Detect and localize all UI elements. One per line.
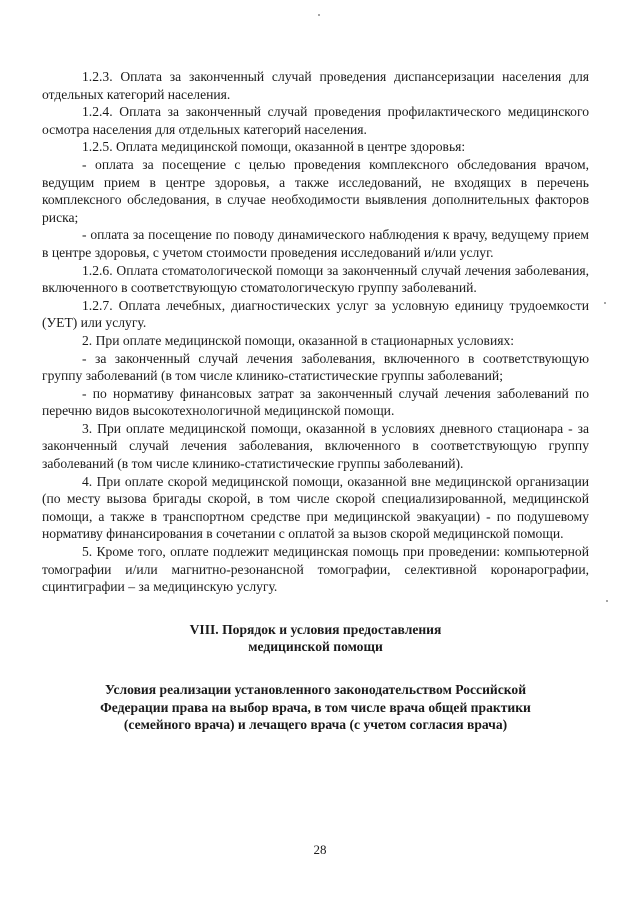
paragraph-2-item-1: - за законченный случай лечения заболевания, включенного в соответствующую группу заболеваний (в том числе клинико-статистические группы заболеваний; xyxy=(42,350,589,384)
subheading xyxy=(42,681,589,734)
paragraph-1-2-4: 1.2.4. Оплата за законченный случай проведения профилактического медицинского осмотра населения для отдельных категорий населения. xyxy=(42,104,589,137)
section-heading xyxy=(42,621,589,656)
paragraph-5: 5. Кроме того, оплате подлежит медицинская помощь при проведении: компьютерной томографии и/или магнитно-резонансной томографии, селективной коронарографии, сцинтиграфии – за медицинскую услугу. xyxy=(42,544,589,595)
paragraph-1-2-7: 1.2.7. Оплата лечебных, диагностических услуг за условную единицу трудоемкости (УЕТ) или услугу. xyxy=(42,297,589,331)
scan-speck xyxy=(604,302,606,304)
paragraph-4: 4. При оплате скорой медицинской помощи, оказанной вне медицинской организации (по месту вызова бригады скорой, в том числе скорой специализированной, медицинской помощи, а также в транспортном средстве при медицинской эвакуации) - по подушевому нормативу финансирования в сочетании с оплатой за вызов скорой медицинской помощи. xyxy=(42,473,589,542)
page-number: 28 xyxy=(313,842,327,857)
body-text xyxy=(42,68,589,596)
paragraph-1-2-5-item-2: - оплата за посещение по поводу динамического наблюдения к врачу, ведущему прием в центре здоровья, с учетом стоимости проведения исследований и/или услуг. xyxy=(42,227,589,260)
paragraph-2: 2. При оплате медицинской помощи, оказанной в стационарных условиях: xyxy=(82,332,515,348)
subheading-line-2: Федерации права на выбор врача, в том числе врача общей практики xyxy=(100,699,531,715)
document-page xyxy=(42,68,589,734)
scan-speck xyxy=(606,600,608,602)
paragraph-2-item-2: - по нормативу финансовых затрат за законченный случай лечения заболеваний по перечню видов высокотехнологичной медицинской помощи. xyxy=(42,385,589,419)
scan-speck xyxy=(318,14,320,16)
section-heading-line-1: VIII. Порядок и условия предоставления xyxy=(189,621,442,637)
paragraph-1-2-3: 1.2.3. Оплата за законченный случай проведения диспансеризации населения для отдельных категорий населения. xyxy=(42,69,589,102)
paragraph-1-2-5-item-1: - оплата за посещение с целью проведения комплексного обследования врачом, ведущим прием в центре здоровья, а также исследований, не входящих в перечень комплексного обследования, в случае необходимости выявления дополнительных факторов риска; xyxy=(42,156,589,225)
paragraph-1-2-6: 1.2.6. Оплата стоматологической помощи за законченный случай лечения заболевания, включенного в соответствующую стоматологическую группу заболеваний. xyxy=(42,262,589,296)
subheading-line-3: (семейного врача) и лечащего врача (с учетом согласия врача) xyxy=(123,717,508,733)
subheading-line-1: Условия реализации установленного законодательством Российской xyxy=(104,682,527,697)
paragraph-1-2-5: 1.2.5. Оплата медицинской помощи, оказанной в центре здоровья: xyxy=(82,139,466,155)
paragraph-3: 3. При оплате медицинской помощи, оказанной в условиях дневного стационара - за законченный случай лечения заболевания, включенного в соответствующую группу заболеваний (в том числе клинико-статистические группы заболеваний). xyxy=(42,420,589,472)
section-heading-line-2: медицинской помощи xyxy=(248,639,383,655)
